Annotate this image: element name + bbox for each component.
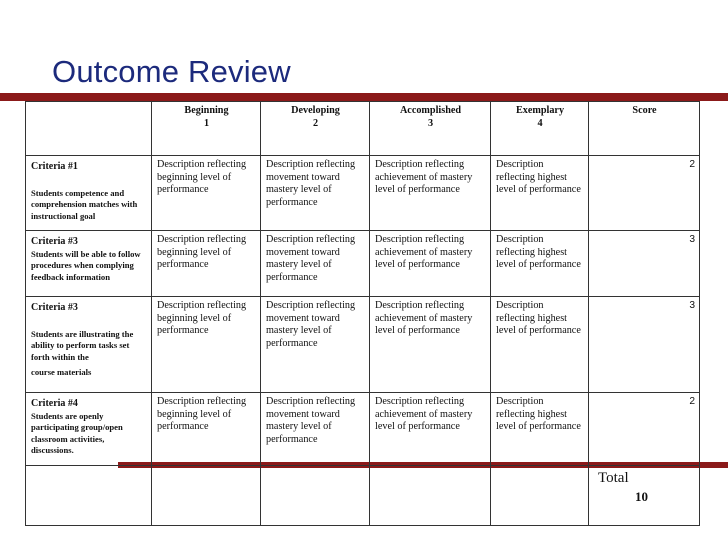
outcome-review-rubric-table xyxy=(25,101,700,526)
score-value: 2 xyxy=(589,156,700,231)
table-row xyxy=(26,393,700,466)
criteria-title: Criteria #4 xyxy=(31,398,78,409)
criteria-description: Students are openly participating group/open classroom activities, discussions. xyxy=(31,410,123,455)
accomplished-cell: Description reflecting achievement of mastery level of performance xyxy=(370,393,491,466)
header-exemplary-label: Exemplary xyxy=(515,105,565,116)
header-exemplary-level: 4 xyxy=(537,117,543,129)
empty-cell xyxy=(370,466,491,526)
header-score: Score xyxy=(589,102,700,156)
criteria-cell xyxy=(26,297,152,393)
criteria-cell xyxy=(26,393,152,466)
criteria-description: Students are illustrating the ability to perform tasks set forth within the xyxy=(31,328,134,362)
table-row xyxy=(26,297,700,393)
page-title: Outcome Review xyxy=(52,54,291,89)
header-beginning-label: Beginning xyxy=(184,105,229,116)
beginning-cell: Description reflecting beginning level of performance xyxy=(152,231,261,297)
criteria-title: Criteria #1 xyxy=(31,161,78,172)
beginning-cell: Description reflecting beginning level of performance xyxy=(152,297,261,393)
header-accomplished xyxy=(370,102,491,156)
empty-cell xyxy=(152,466,261,526)
developing-cell: Description reflecting movement toward mastery level of performance xyxy=(261,297,370,393)
header-developing xyxy=(261,102,370,156)
header-beginning-level: 1 xyxy=(203,117,210,129)
title-divider xyxy=(0,93,728,101)
accomplished-cell: Description reflecting achievement of mastery level of performance xyxy=(370,297,491,393)
accomplished-cell: Description reflecting achievement of mastery level of performance xyxy=(370,231,491,297)
table-header-row xyxy=(26,102,700,156)
developing-cell: Description reflecting movement toward mastery level of performance xyxy=(261,156,370,231)
beginning-cell: Description reflecting beginning level of performance xyxy=(152,393,261,466)
header-accomplished-label: Accomplished xyxy=(399,105,462,116)
criteria-description: Students competence and comprehension matches with instructional goal xyxy=(31,187,138,221)
header-criteria-cell xyxy=(26,102,152,156)
total-value: 10 xyxy=(635,488,648,504)
empty-cell xyxy=(261,466,370,526)
empty-cell xyxy=(491,466,589,526)
developing-cell: Description reflecting movement toward mastery level of performance xyxy=(261,231,370,297)
beginning-cell: Description reflecting beginning level of performance xyxy=(152,156,261,231)
criteria-cell xyxy=(26,156,152,231)
score-value: 3 xyxy=(589,297,700,393)
total-label: Total xyxy=(598,470,629,486)
header-beginning xyxy=(152,102,261,156)
score-value: 3 xyxy=(589,231,700,297)
criteria-cell xyxy=(26,231,152,297)
criteria-description: Students will be able to follow procedures when complying feedback information xyxy=(31,248,141,282)
table-row xyxy=(26,231,700,297)
table-row xyxy=(26,156,700,231)
header-developing-level: 2 xyxy=(312,117,319,129)
header-developing-label: Developing xyxy=(291,105,340,116)
total-cell xyxy=(589,466,700,526)
exemplary-cell: Description reflecting highest level of performance xyxy=(491,393,589,466)
header-exemplary xyxy=(491,102,589,156)
exemplary-cell: Description reflecting highest level of performance xyxy=(491,156,589,231)
score-value: 2 xyxy=(589,393,700,466)
exemplary-cell: Description reflecting highest level of performance xyxy=(491,297,589,393)
header-accomplished-level: 3 xyxy=(427,117,434,129)
accomplished-cell: Description reflecting achievement of mastery level of performance xyxy=(370,156,491,231)
criteria-title: Criteria #3 xyxy=(31,302,78,313)
empty-cell xyxy=(26,466,152,526)
total-row xyxy=(26,466,700,526)
criteria-description-continued: course materials xyxy=(31,367,92,377)
developing-cell: Description reflecting movement toward mastery level of performance xyxy=(261,393,370,466)
exemplary-cell: Description reflecting highest level of performance xyxy=(491,231,589,297)
criteria-title: Criteria #3 xyxy=(31,236,78,247)
